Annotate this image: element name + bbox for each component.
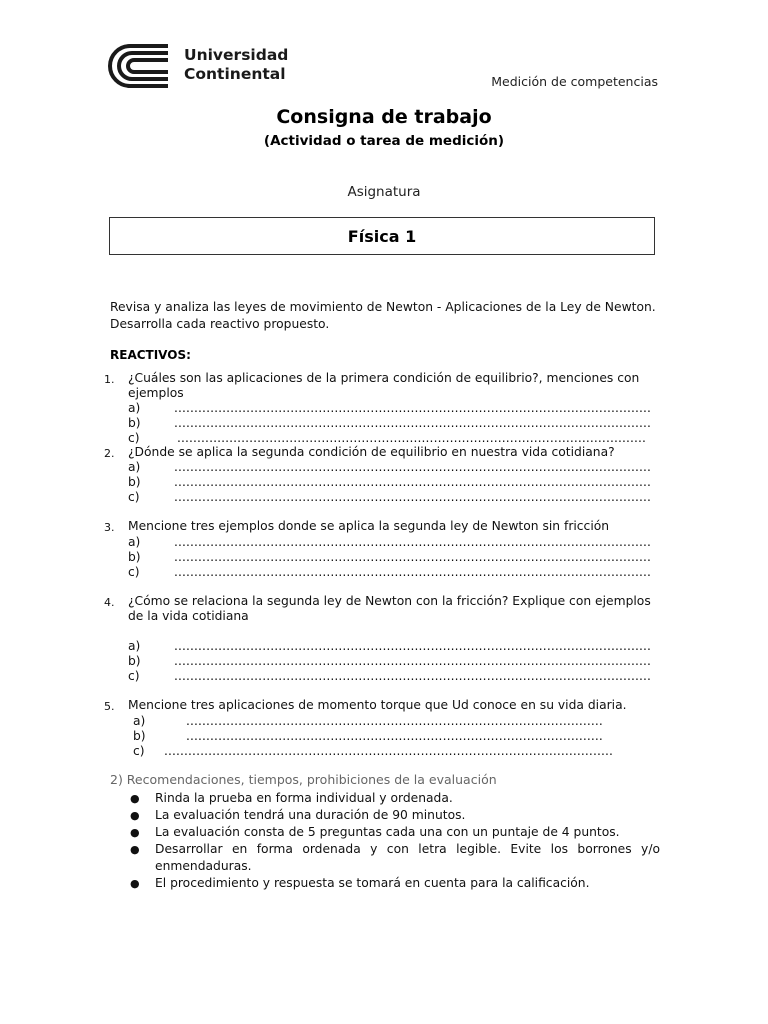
list-item-text: La evaluación tendrá una duración de 90 minutos. [155, 808, 466, 822]
answer-line [128, 431, 646, 446]
list-item [130, 807, 660, 824]
header-label: Medición de competencias [491, 74, 658, 89]
answer-line [128, 550, 651, 565]
answer-line [128, 460, 651, 475]
answer-line [128, 654, 651, 669]
page-title: Consigna de trabajo [276, 106, 492, 128]
answer-line [133, 714, 603, 729]
question-number: 2. [104, 447, 115, 460]
list-item-text: El procedimiento y respuesta se tomará en cuenta para la calificación. [155, 876, 590, 890]
answer-letter: a) [133, 714, 146, 728]
answer-letter: c) [133, 744, 145, 758]
intro-text [110, 299, 670, 333]
logo-wordmark [184, 46, 288, 84]
answer-letter: a) [128, 639, 141, 653]
bullet-icon: ● [130, 877, 140, 890]
answer-dots: ........................................................................................................ [186, 729, 603, 743]
question-text: ¿Dónde se aplica la segunda condición de equilibrio en nuestra vida cotidiana? [128, 445, 615, 459]
question-text: ¿Cuáles son las aplicaciones de la primera condición de equilibrio?, menciones con ejemplos [128, 371, 640, 400]
question-number: 4. [104, 596, 115, 609]
bullet-icon: ● [130, 792, 140, 805]
answer-line [128, 475, 651, 490]
answer-dots: ........................................................................................................ [186, 714, 603, 728]
list-item [130, 824, 660, 841]
answer-letter: c) [128, 669, 140, 683]
answer-dots: ................................................................................................................ [164, 744, 613, 758]
question-number: 5. [104, 700, 115, 713]
question-text: ¿Cómo se relaciona la segunda ley de Newton con la fricción? Explique con ejemplos de la vida cotidiana [128, 594, 651, 623]
answer-letter: c) [128, 565, 140, 579]
list-item [130, 875, 660, 892]
bullet-icon: ● [130, 809, 140, 822]
answer-dots: ....................................................................................................................... [174, 460, 652, 474]
answer-letter: b) [133, 729, 146, 743]
answer-dots: ....................................................................................................................... [174, 401, 652, 415]
question-number: 3. [104, 521, 115, 534]
logo-line-2: Continental [184, 65, 286, 83]
recommendations-list [130, 790, 660, 892]
answer-line [128, 401, 651, 416]
list-item-text: Rinda la prueba en forma individual y ordenada. [155, 791, 453, 805]
answer-dots: ....................................................................................................................... [174, 535, 652, 549]
answer-letter: b) [128, 416, 141, 430]
page-subtitle: (Actividad o tarea de medición) [263, 133, 505, 149]
question-text: Mencione tres ejemplos donde se aplica la segunda ley de Newton sin fricción [128, 519, 610, 533]
intro-line-1: Revisa y analiza las leyes de movimiento de Newton - Aplicaciones de la Ley de Newton. [110, 300, 656, 314]
intro-line-2: Desarrolla cada reactivo propuesto. [110, 317, 330, 331]
answer-line [133, 729, 603, 744]
answer-letter: c) [128, 431, 140, 445]
answer-dots: ....................................................................................................................... [174, 416, 652, 430]
list-item [130, 790, 660, 807]
answer-line [128, 416, 651, 431]
answer-line [128, 535, 651, 550]
course-name-box [109, 217, 655, 255]
answer-letter: a) [128, 401, 141, 415]
answer-dots: ....................................................................................................................... [174, 475, 652, 489]
answer-dots: ....................................................................................................................... [174, 565, 652, 579]
answer-letter: b) [128, 475, 141, 489]
reactivos-heading: REACTIVOS: [110, 348, 191, 362]
list-item [130, 841, 660, 875]
answer-line [128, 565, 651, 580]
answer-dots: ....................................................................................................................... [174, 669, 652, 683]
answer-dots: ....................................................................................................................... [174, 654, 652, 668]
university-logo [108, 42, 288, 90]
answer-letter: c) [128, 490, 140, 504]
course-name: Física 1 [347, 226, 417, 246]
list-item-text: La evaluación consta de 5 preguntas cada una con un puntaje de 4 puntos. [155, 825, 620, 839]
answer-letter: b) [128, 654, 141, 668]
answer-letter: a) [128, 460, 141, 474]
question-number: 1. [104, 373, 115, 386]
question-text: Mencione tres aplicaciones de momento torque que Ud conoce en su vida diaria. [128, 698, 627, 712]
bullet-icon: ● [130, 826, 140, 839]
answer-dots: ..................................................................................................................... [177, 431, 647, 445]
continental-c-logo-icon [108, 42, 176, 90]
list-item-text: Desarrollar en forma ordenada y con letra legible. Evite los borrones y/o enmendaduras. [155, 842, 660, 873]
answer-line [133, 744, 613, 759]
answer-letter: b) [128, 550, 141, 564]
answer-dots: ....................................................................................................................... [174, 550, 652, 564]
recommendations-heading: 2) Recomendaciones, tiempos, prohibiciones de la evaluación [110, 772, 497, 787]
answer-line [128, 669, 651, 684]
logo-line-1: Universidad [184, 46, 289, 64]
answer-dots: ....................................................................................................................... [174, 639, 652, 653]
answer-letter: a) [128, 535, 141, 549]
bullet-icon: ● [130, 843, 140, 856]
answer-dots: ....................................................................................................................... [174, 490, 652, 504]
asignatura-label: Asignatura [347, 184, 421, 200]
answer-line [128, 490, 651, 505]
answer-line [128, 639, 651, 654]
